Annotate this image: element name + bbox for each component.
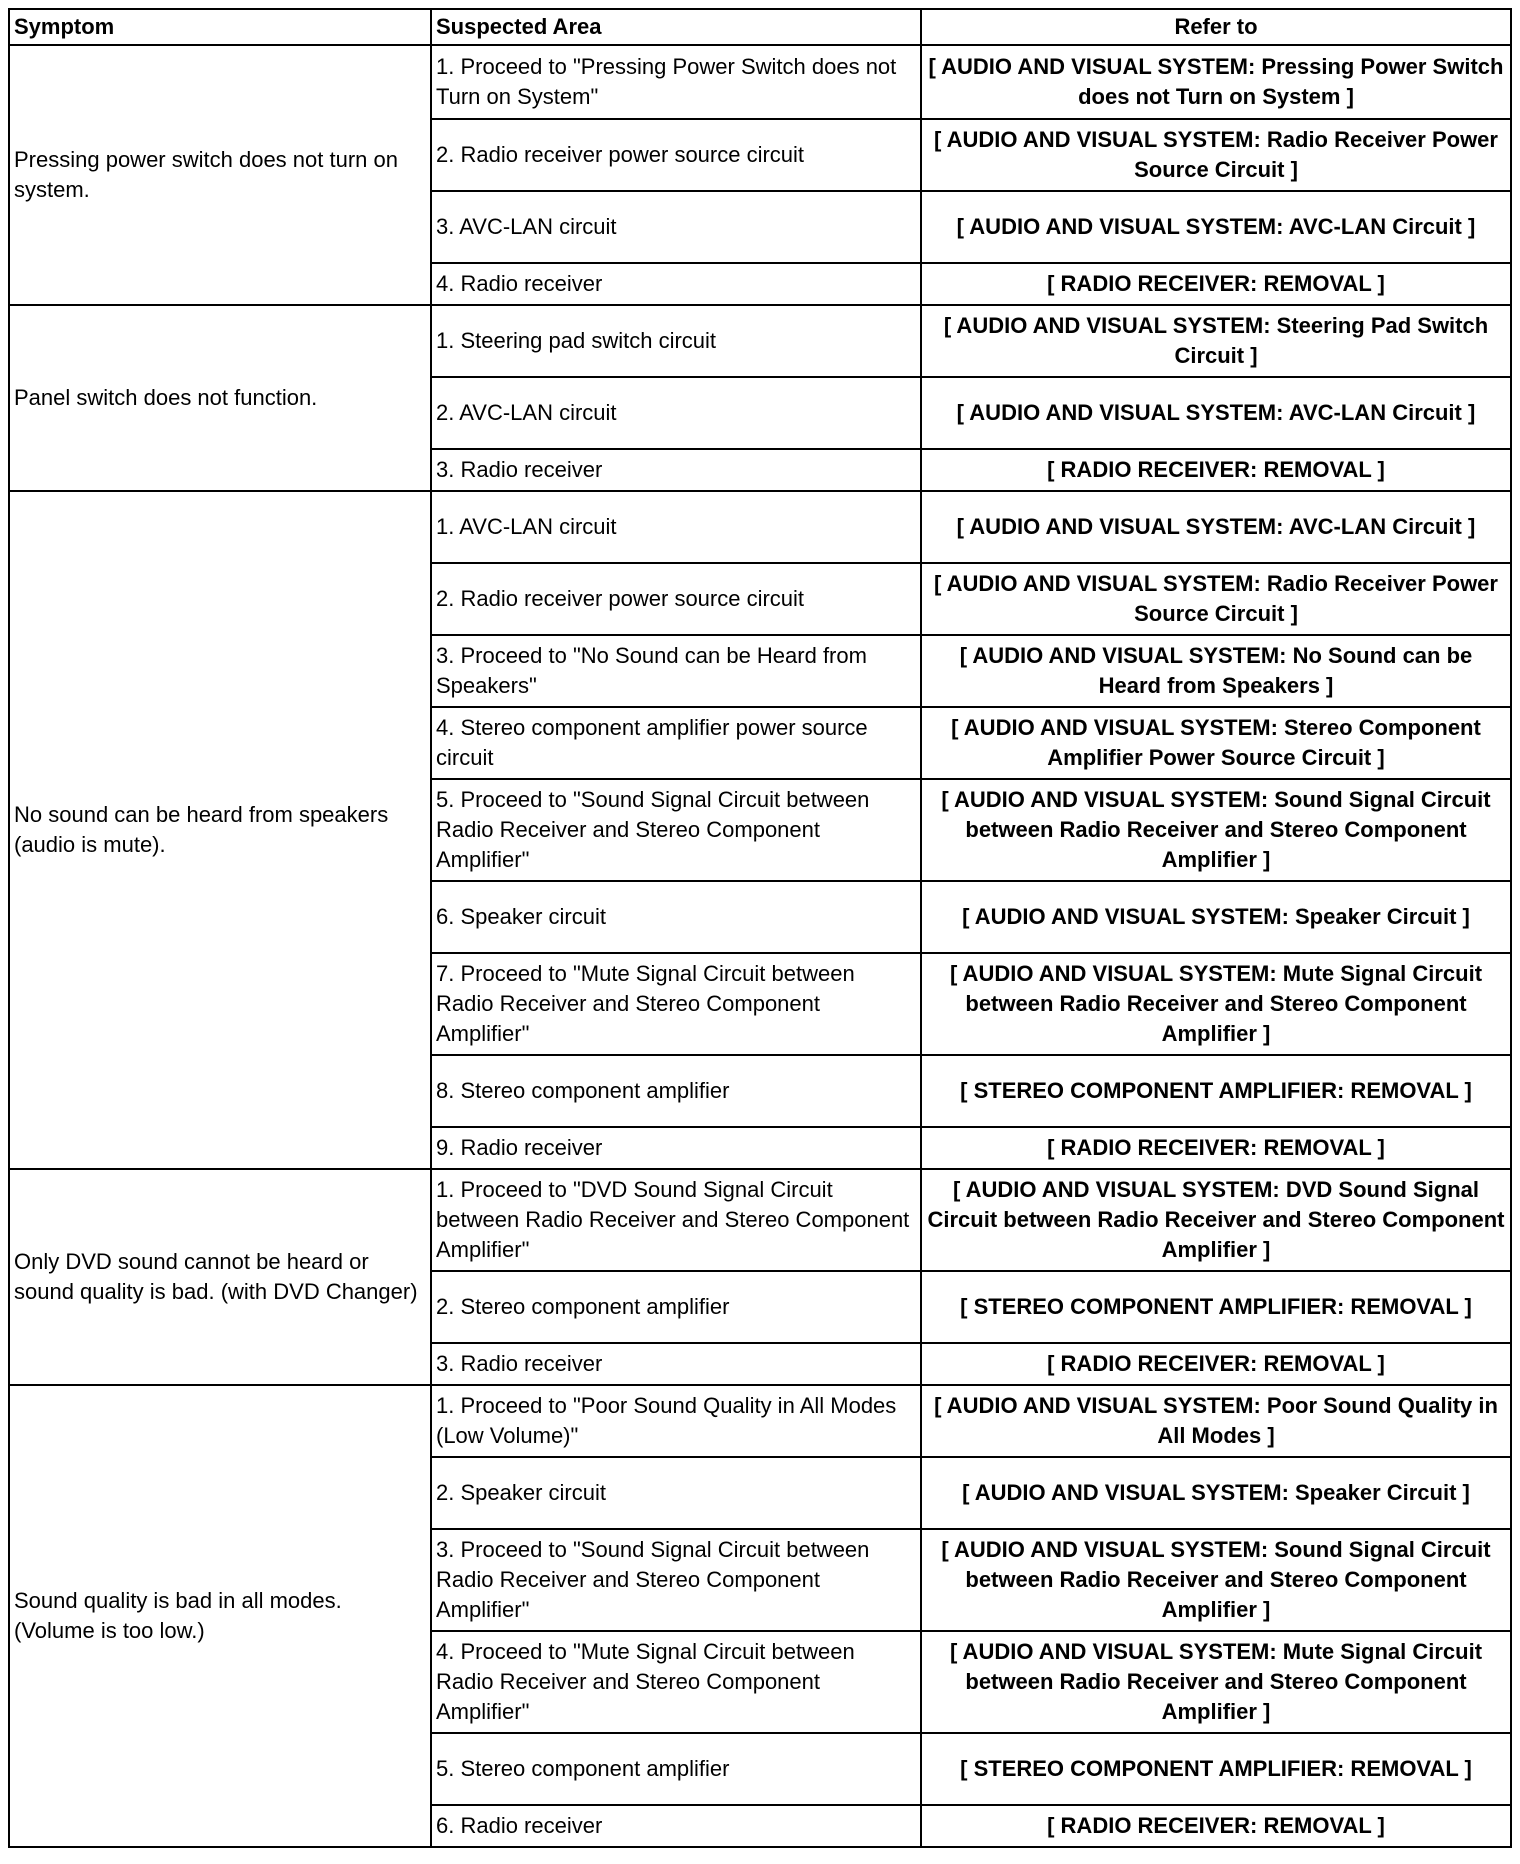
suspected-area-cell: 2. AVC-LAN circuit bbox=[431, 377, 921, 449]
suspected-area-cell: 1. Proceed to "Poor Sound Quality in All Modes (Low Volume)" bbox=[431, 1385, 921, 1457]
refer-to-link[interactable]: [ AUDIO AND VISUAL SYSTEM: Poor Sound Quality in All Modes ] bbox=[921, 1385, 1511, 1457]
suspected-area-cell: 4. Radio receiver bbox=[431, 263, 921, 305]
suspected-area-cell: 3. Proceed to "Sound Signal Circuit between Radio Receiver and Stereo Component Amplifier" bbox=[431, 1529, 921, 1631]
refer-to-link[interactable]: [ STEREO COMPONENT AMPLIFIER: REMOVAL ] bbox=[921, 1055, 1511, 1127]
refer-to-link[interactable]: [ AUDIO AND VISUAL SYSTEM: Radio Receiver Power Source Circuit ] bbox=[921, 119, 1511, 191]
refer-to-link[interactable]: [ RADIO RECEIVER: REMOVAL ] bbox=[921, 449, 1511, 491]
symptom-cell: No sound can be heard from speakers (audio is mute). bbox=[9, 491, 431, 1169]
refer-to-link[interactable]: [ RADIO RECEIVER: REMOVAL ] bbox=[921, 1805, 1511, 1847]
table-row bbox=[9, 305, 1511, 377]
suspected-area-cell: 3. AVC-LAN circuit bbox=[431, 191, 921, 263]
suspected-area-cell: 3. Radio receiver bbox=[431, 449, 921, 491]
refer-to-link[interactable]: [ RADIO RECEIVER: REMOVAL ] bbox=[921, 1343, 1511, 1385]
suspected-area-cell: 5. Proceed to "Sound Signal Circuit between Radio Receiver and Stereo Component Amplifier" bbox=[431, 779, 921, 881]
suspected-area-header: Suspected Area bbox=[431, 9, 921, 45]
suspected-area-cell: 1. Steering pad switch circuit bbox=[431, 305, 921, 377]
suspected-area-cell: 3. Proceed to "No Sound can be Heard from Speakers" bbox=[431, 635, 921, 707]
table-row bbox=[9, 491, 1511, 563]
problem-symptoms-table-container bbox=[8, 8, 1510, 1848]
refer-to-link[interactable]: [ AUDIO AND VISUAL SYSTEM: Steering Pad Switch Circuit ] bbox=[921, 305, 1511, 377]
refer-to-header: Refer to bbox=[921, 9, 1511, 45]
refer-to-link[interactable]: [ AUDIO AND VISUAL SYSTEM: No Sound can be Heard from Speakers ] bbox=[921, 635, 1511, 707]
symptom-cell: Only DVD sound cannot be heard or sound quality is bad. (with DVD Changer) bbox=[9, 1169, 431, 1385]
symptom-cell: Sound quality is bad in all modes. (Volume is too low.) bbox=[9, 1385, 431, 1847]
table-row bbox=[9, 1385, 1511, 1457]
suspected-area-cell: 2. Speaker circuit bbox=[431, 1457, 921, 1529]
suspected-area-cell: 4. Stereo component amplifier power source circuit bbox=[431, 707, 921, 779]
refer-to-link[interactable]: [ AUDIO AND VISUAL SYSTEM: Sound Signal Circuit between Radio Receiver and Stereo Component Amplifier ] bbox=[921, 779, 1511, 881]
refer-to-link[interactable]: [ AUDIO AND VISUAL SYSTEM: Mute Signal Circuit between Radio Receiver and Stereo Component Amplifier ] bbox=[921, 1631, 1511, 1733]
suspected-area-cell: 2. Stereo component amplifier bbox=[431, 1271, 921, 1343]
suspected-area-cell: 7. Proceed to "Mute Signal Circuit between Radio Receiver and Stereo Component Amplifier" bbox=[431, 953, 921, 1055]
refer-to-link[interactable]: [ AUDIO AND VISUAL SYSTEM: DVD Sound Signal Circuit between Radio Receiver and Stereo Component Amplifier ] bbox=[921, 1169, 1511, 1271]
refer-to-link[interactable]: [ AUDIO AND VISUAL SYSTEM: AVC-LAN Circuit ] bbox=[921, 491, 1511, 563]
table-row bbox=[9, 45, 1511, 119]
table-row bbox=[9, 1169, 1511, 1271]
suspected-area-cell: 3. Radio receiver bbox=[431, 1343, 921, 1385]
suspected-area-cell: 9. Radio receiver bbox=[431, 1127, 921, 1169]
suspected-area-cell: 2. Radio receiver power source circuit bbox=[431, 563, 921, 635]
refer-to-link[interactable]: [ AUDIO AND VISUAL SYSTEM: Speaker Circuit ] bbox=[921, 1457, 1511, 1529]
suspected-area-cell: 1. Proceed to "Pressing Power Switch does not Turn on System" bbox=[431, 45, 921, 119]
refer-to-link[interactable]: [ AUDIO AND VISUAL SYSTEM: Pressing Power Switch does not Turn on System ] bbox=[921, 45, 1511, 119]
refer-to-link[interactable]: [ RADIO RECEIVER: REMOVAL ] bbox=[921, 1127, 1511, 1169]
refer-to-link[interactable]: [ STEREO COMPONENT AMPLIFIER: REMOVAL ] bbox=[921, 1271, 1511, 1343]
refer-to-link[interactable]: [ AUDIO AND VISUAL SYSTEM: Radio Receiver Power Source Circuit ] bbox=[921, 563, 1511, 635]
refer-to-link[interactable]: [ AUDIO AND VISUAL SYSTEM: Speaker Circuit ] bbox=[921, 881, 1511, 953]
suspected-area-cell: 6. Radio receiver bbox=[431, 1805, 921, 1847]
problem-symptoms-table bbox=[8, 8, 1512, 1848]
suspected-area-cell: 8. Stereo component amplifier bbox=[431, 1055, 921, 1127]
symptom-header: Symptom bbox=[9, 9, 431, 45]
refer-to-link[interactable]: [ STEREO COMPONENT AMPLIFIER: REMOVAL ] bbox=[921, 1733, 1511, 1805]
suspected-area-cell: 5. Stereo component amplifier bbox=[431, 1733, 921, 1805]
suspected-area-cell: 1. Proceed to "DVD Sound Signal Circuit between Radio Receiver and Stereo Component Amplifier" bbox=[431, 1169, 921, 1271]
table-header-row bbox=[9, 9, 1511, 45]
refer-to-link[interactable]: [ RADIO RECEIVER: REMOVAL ] bbox=[921, 263, 1511, 305]
suspected-area-cell: 6. Speaker circuit bbox=[431, 881, 921, 953]
suspected-area-cell: 1. AVC-LAN circuit bbox=[431, 491, 921, 563]
suspected-area-cell: 4. Proceed to "Mute Signal Circuit between Radio Receiver and Stereo Component Amplifier" bbox=[431, 1631, 921, 1733]
refer-to-link[interactable]: [ AUDIO AND VISUAL SYSTEM: Sound Signal Circuit between Radio Receiver and Stereo Component Amplifier ] bbox=[921, 1529, 1511, 1631]
refer-to-link[interactable]: [ AUDIO AND VISUAL SYSTEM: Mute Signal Circuit between Radio Receiver and Stereo Component Amplifier ] bbox=[921, 953, 1511, 1055]
refer-to-link[interactable]: [ AUDIO AND VISUAL SYSTEM: Stereo Component Amplifier Power Source Circuit ] bbox=[921, 707, 1511, 779]
refer-to-link[interactable]: [ AUDIO AND VISUAL SYSTEM: AVC-LAN Circuit ] bbox=[921, 377, 1511, 449]
refer-to-link[interactable]: [ AUDIO AND VISUAL SYSTEM: AVC-LAN Circuit ] bbox=[921, 191, 1511, 263]
symptom-cell: Panel switch does not function. bbox=[9, 305, 431, 491]
suspected-area-cell: 2. Radio receiver power source circuit bbox=[431, 119, 921, 191]
symptom-cell: Pressing power switch does not turn on system. bbox=[9, 45, 431, 305]
